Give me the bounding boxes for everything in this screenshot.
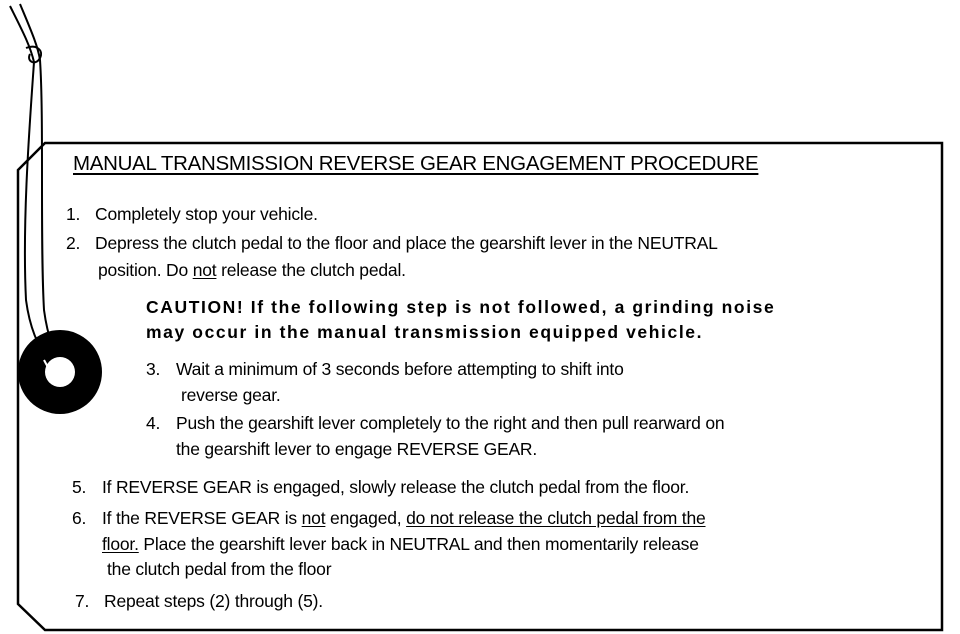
step-3-line2: reverse gear. <box>181 385 281 405</box>
caution-line1: CAUTION! If the following step is not followed, a grinding noise <box>146 297 776 317</box>
step-6-line3: the clutch pedal from the floor <box>107 559 332 579</box>
step-6-emphasis-not: not <box>301 508 326 528</box>
step-6-line1-mid: engaged, <box>325 508 407 528</box>
step-4-line2: the gearshift lever to engage REVERSE GEAR. <box>176 439 538 459</box>
step-7-text: Repeat steps (2) through (5). <box>104 591 323 611</box>
step-6-emphasis-warning: do not release the clutch pedal from the <box>406 508 706 528</box>
step-6-line1 <box>102 508 706 529</box>
step-6-line1-pre: If the REVERSE GEAR is <box>102 508 302 528</box>
procedure-title: MANUAL TRANSMISSION REVERSE GEAR ENGAGEMENT PROCEDURE <box>73 152 759 175</box>
step-2-emphasis-not: not <box>192 260 217 280</box>
step-5-number: 5. <box>72 477 87 497</box>
step-6-number: 6. <box>72 508 87 528</box>
step-2-number: 2. <box>66 233 81 253</box>
step-4-number: 4. <box>146 413 161 433</box>
caution-line2: may occur in the manual transmission equipped vehicle. <box>146 322 704 342</box>
step-5-text: If REVERSE GEAR is engaged, slowly release the clutch pedal from the floor. <box>102 477 690 497</box>
step-2-line2-pre: position. Do <box>98 260 193 280</box>
step-4-line1: Push the gearshift lever completely to the right and then pull rearward on <box>176 413 725 433</box>
step-6-emphasis-floor: floor. <box>102 534 139 554</box>
step-7-number: 7. <box>75 591 90 611</box>
step-6-line2 <box>102 534 699 555</box>
step-2-line2 <box>98 260 406 281</box>
step-6-line2-post: Place the gearshift lever back in NEUTRAL and then momentarily release <box>138 534 699 554</box>
step-2-line1: Depress the clutch pedal to the floor and place the gearshift lever in the NEUTRAL <box>95 233 718 253</box>
step-3-line1: Wait a minimum of 3 seconds before attempting to shift into <box>176 359 624 379</box>
step-1-text: Completely stop your vehicle. <box>95 204 318 224</box>
step-1-number: 1. <box>66 204 81 224</box>
step-3-number: 3. <box>146 359 161 379</box>
step-2-line2-post: release the clutch pedal. <box>216 260 406 280</box>
